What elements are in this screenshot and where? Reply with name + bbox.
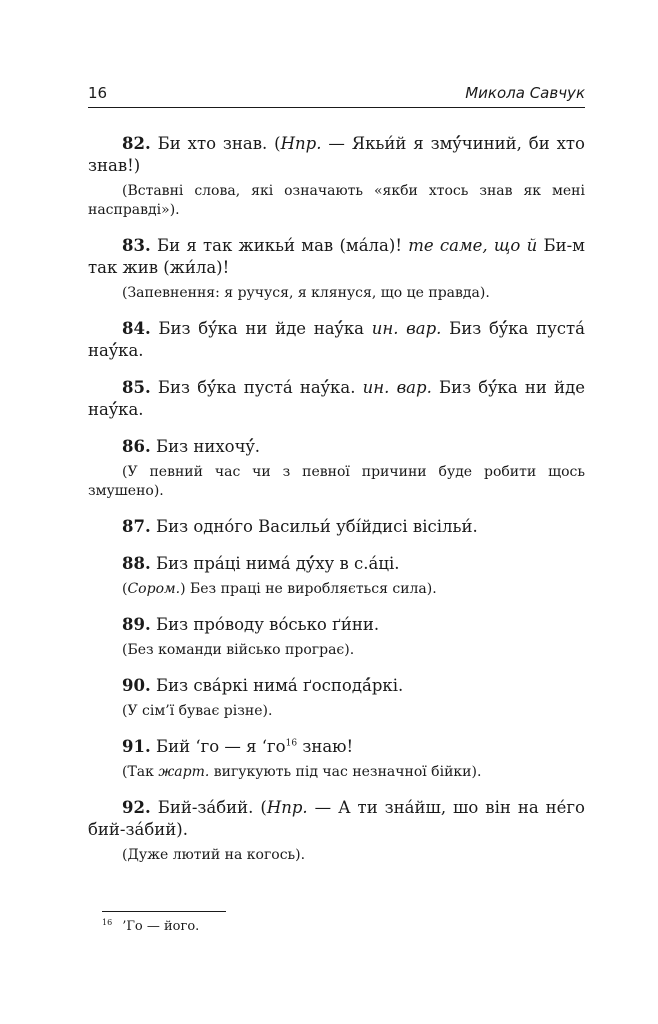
proverb-entry-83 (88, 235, 585, 303)
proverb-fragment: Биз бý́ка пуста́ наý́ка. (150, 378, 363, 397)
proverb-entry-85 (88, 377, 585, 421)
proverb-text (88, 516, 585, 538)
proverb-fragment: Би хто знав. ( (150, 134, 281, 153)
proverb-text (88, 436, 585, 458)
proverb-text (88, 614, 585, 636)
proverb-entry-90 (88, 675, 585, 721)
proverb-fragment: Бий-за́бий. ( (150, 798, 267, 817)
entry-number: 83. (122, 236, 151, 255)
proverb-explanation: (Запевнення: я ручуся, я клянуся, що це правда). (122, 285, 490, 301)
footnote-marker: 16 (102, 917, 113, 927)
proverb-explanation: (У сім’ї буває різне). (122, 703, 273, 719)
proverb-text (88, 318, 585, 362)
note-fragment: ) Без праці не виробляється сила). (180, 581, 437, 597)
variant-label: ин. вар. (371, 319, 442, 338)
note-fragment: ( (122, 581, 128, 597)
proverb-fragment: Би я так жикьи́ мав (ма́ла)! (150, 236, 409, 255)
proverb-text (88, 377, 585, 421)
footnote-text: ’Го — його. (122, 919, 200, 934)
note-fragment: (Так (122, 764, 159, 780)
proverb-fragment: Биз пра́ці нима́ дý́ху в с.а́ці. (150, 554, 400, 573)
abbreviation: Нпр. (280, 134, 322, 153)
book-page (88, 84, 585, 880)
proverb-entry-89 (88, 614, 585, 660)
proverb-fragment: — А ти зна́йш, шо він на не́го бий-за́бий). (88, 798, 585, 839)
proverb-fragment: Биз одно́го Васильи́ убі́йдисі вісільи́. (150, 517, 478, 536)
abbreviation: Сором. (127, 581, 181, 597)
running-author: Микола Савчук (465, 84, 585, 102)
entry-number: 91. (122, 737, 151, 756)
footnote-reference[interactable]: 16 (285, 738, 298, 749)
entry-number: 86. (122, 437, 151, 456)
proverb-fragment: Биз бý́ка ни йде наý́ка (150, 319, 372, 338)
entry-number: 89. (122, 615, 151, 634)
entry-number: 84. (122, 319, 151, 338)
footnote-divider (102, 911, 226, 912)
proverb-entry-92 (88, 797, 585, 865)
proverb-entry-87 (88, 516, 585, 538)
proverb-fragment: Би-м так жив (жи́ла)! (88, 236, 585, 277)
proverb-fragment: Биз нихочý́. (150, 437, 261, 456)
variant-label: ин. вар. (362, 378, 432, 397)
proverb-fragment: Биз бý́ка ни йде наý́ка. (88, 378, 585, 419)
abbreviation: Нпр. (266, 798, 308, 817)
proverb-explanation: (Вставні слова, які означають «якби хтось знав як мені насправді»). (88, 183, 585, 218)
proverb-entry-84 (88, 318, 585, 362)
entry-number: 87. (122, 517, 151, 536)
proverb-explanation (88, 763, 585, 782)
entry-number: 88. (122, 554, 151, 573)
note-fragment: вигукують під час незначної бійки). (209, 764, 482, 780)
footnote (102, 918, 199, 936)
proverb-fragment: Биз бý́ка пуста́ наý́ка. (88, 319, 586, 360)
proverb-fragment: — Якьи́й я змý́чиний, би хто знав!) (88, 134, 585, 175)
proverb-fragment: знаю! (297, 737, 354, 756)
entry-number: 90. (122, 676, 151, 695)
proverb-fragment: Бий ‘го — я ‘го (150, 737, 286, 756)
cross-reference: те саме, що й (408, 236, 538, 255)
proverb-entry-91 (88, 736, 585, 782)
proverb-explanation (88, 580, 585, 599)
proverb-entry-88 (88, 553, 585, 599)
proverb-list (88, 133, 585, 865)
proverb-fragment: Биз сва́ркі нима́ ґосподá́ркі. (150, 676, 404, 695)
proverb-text (88, 133, 585, 177)
proverb-explanation: (У певний час чи з певної причини буде робити щось змушено). (88, 464, 585, 499)
entry-number: 85. (122, 378, 151, 397)
proverb-text (88, 736, 585, 758)
proverb-text (88, 235, 585, 279)
entry-number: 92. (122, 798, 151, 817)
proverb-text (88, 797, 585, 841)
proverb-explanation: (Без команди військо програє). (122, 642, 355, 658)
proverb-fragment: Биз про́воду во́сько ґи́ни. (150, 615, 380, 634)
page-number: 16 (88, 84, 108, 102)
proverb-entry-86 (88, 436, 585, 501)
proverb-text (88, 553, 585, 575)
abbreviation: жарт. (158, 764, 210, 780)
entry-number: 82. (122, 134, 151, 153)
running-header (88, 84, 585, 108)
proverb-explanation: (Дуже лютий на когось). (122, 847, 306, 863)
proverb-entry-82 (88, 133, 585, 220)
proverb-text (88, 675, 585, 697)
